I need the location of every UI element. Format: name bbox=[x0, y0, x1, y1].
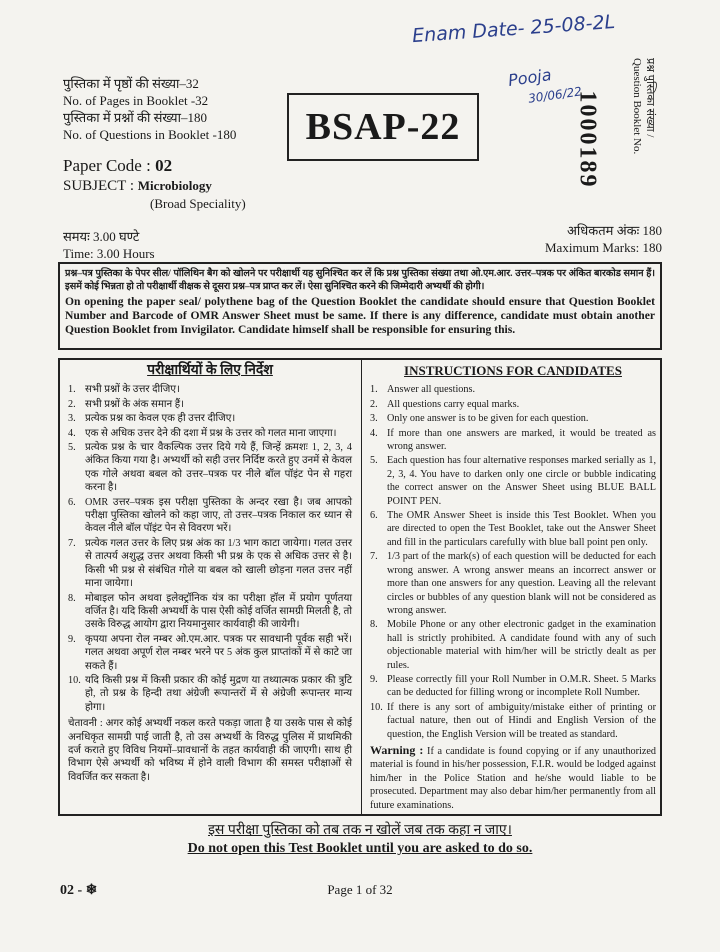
instruction-item bbox=[68, 592, 352, 632]
instruction-item bbox=[68, 537, 352, 591]
english-warning: Warning : If a candidate is found copying or if any unauthorized material is found in his/her possession, F.I.R. would be lodged against him/her in the Police Station and he/she would liable to be prosecuted. Department may also debar him/her permanently from all future examinations. bbox=[370, 742, 656, 811]
time-info bbox=[63, 228, 155, 262]
instruction-text: If more than one answers are marked, it would be treated as wrong answer. bbox=[387, 427, 656, 453]
instruction-number: 5. bbox=[370, 455, 378, 467]
hindi-list bbox=[68, 383, 352, 714]
questions-en: No. of Questions in Booklet -180 bbox=[63, 127, 237, 142]
pages-en: No. of Pages in Booklet -32 bbox=[63, 93, 209, 108]
instruction-text: मोबाइल फोन अथवा इलेक्ट्रॉनिक यंत्र का परीक्षा हॉल में प्रयोग पूर्णतया वर्जित है। यदि किसी अभ्यर्थी के पास ऐसी कोई वर्जित सामग्री मिलती है, तो उसके विरुद्ध आयोग द्वारा नियमानुसार कार्यवाही की जायेगी। bbox=[85, 592, 352, 631]
english-list bbox=[370, 383, 656, 741]
instruction-text: Please correctly fill your Roll Number in O.M.R. Sheet. 5 Marks can be deducted for filling wrong or incomplete Roll Number. bbox=[387, 673, 656, 699]
instruction-text: Only one answer is to be given for each question. bbox=[387, 413, 589, 425]
instruction-number: 8. bbox=[370, 619, 378, 631]
booklet-number-label: प्रश्न पुस्तिका संख्या / Question Booklet No. bbox=[631, 58, 656, 155]
marks-hi: अधिकतम अंकः 180 bbox=[566, 223, 662, 238]
instruction-item bbox=[68, 427, 352, 440]
handwritten-entry-date: Enam Date- 25-08-2L bbox=[411, 10, 616, 48]
instruction-number: 5. bbox=[68, 442, 76, 454]
marks-en: Maximum Marks: 180 bbox=[545, 240, 662, 255]
instruction-text: If there is any sort of ambiguity/mistake either of printing or factual nature, then out of Hindi and English Version of the question, the English Version will be treated as standard. bbox=[387, 701, 656, 740]
instruction-item bbox=[370, 383, 656, 396]
instruction-text: यदि किसी प्रश्न में किसी प्रकार की कोई मुद्रण या तथ्यात्मक प्रकार की त्रुटि हो, तो प्रश्न के हिन्दी तथा अंग्रेजी रूपान्तरों में से अंग्रेजी रूपान्तर मान्य होगा। bbox=[85, 674, 352, 713]
instruction-number: 3. bbox=[68, 413, 76, 425]
instruction-text: एक से अधिक उत्तर देने की दशा में प्रश्न के उत्तर को गलत माना जाएगा। bbox=[85, 427, 337, 439]
handwritten-date: 30/06/22 bbox=[527, 84, 583, 106]
instruction-text: Answer all questions. bbox=[387, 384, 475, 396]
marks-info bbox=[545, 222, 662, 256]
instruction-item bbox=[370, 427, 656, 454]
notice-box bbox=[58, 262, 662, 350]
instruction-item bbox=[68, 398, 352, 411]
instruction-item bbox=[68, 412, 352, 425]
instruction-item bbox=[68, 633, 352, 673]
instruction-item bbox=[370, 673, 656, 700]
english-instructions bbox=[370, 364, 656, 812]
notice-hi: प्रश्न–पत्र पुस्तिका के पेपर सील/ पॉलिथिन बैग को खोलने पर परीक्षार्थी यह सुनिश्चित कर लें कि प्रश्न पुस्तिका संख्या तथा ओ.एम.आर. उत्तर–पत्रक पर अंकित बारकोड समान हैं। इसमें कोई भिन्नता हो तो परीक्षार्थी वीक्षक से दूसरा प्रश्न–पत्र प्राप्त कर लें। ऐसा सुनिश्चित करने की जिम्मेदारी अभ्यर्थी की होगी। bbox=[65, 268, 655, 292]
handwritten-initials: Pooja bbox=[506, 65, 553, 90]
instruction-text: All questions carry equal marks. bbox=[387, 398, 520, 410]
instruction-text: सभी प्रश्नों के अंक समान हैं। bbox=[85, 398, 185, 410]
exam-code: BSAP-22 bbox=[305, 106, 461, 148]
notice-en: On opening the paper seal/ polythene bag of the Question Booklet the candidate should ensure that Question Booklet Number and Barcode of OMR Answer Sheet must be same. If there is any difference, candidate must obtain another Question Booklet from Invigilator. Candidate himself shall be responsible for ensuring this. bbox=[65, 295, 655, 336]
english-heading: INSTRUCTIONS FOR CANDIDATES bbox=[404, 363, 622, 378]
instruction-number: 2. bbox=[68, 398, 76, 410]
instruction-text: प्रत्येक प्रश्न का केवल एक ही उत्तर दीजिए। bbox=[85, 413, 236, 425]
footer-en: Do not open this Test Booklet until you are asked to do so. bbox=[187, 841, 533, 856]
instruction-text: 1/3 part of the mark(s) of each question will be deducted for each wrong answer. A wrong answer means an incorrect answer or more than one answers for any question. Leaving all the relevant circles or bubbles of any question blank will not be considered as wrong answer. bbox=[387, 551, 656, 616]
footer-instruction bbox=[0, 820, 720, 857]
booklet-number-area bbox=[570, 78, 610, 198]
instruction-text: The OMR Answer Sheet is inside this Test Booklet. When you are directed to open the Test Booklet, take out the Answer Sheet and fill in the particulars carefully with blue ball point pen only. bbox=[387, 510, 656, 548]
instruction-text: प्रत्येक गलत उत्तर के लिए प्रश्न अंक का 1/3 भाग काटा जायेगा। गलत उत्तर से तात्पर्य अशुद्ध उत्तर अथवा किसी भी प्रश्न के एक से अधिक उत्तर से है। किसी भी प्रश्न से संबंधित गोले या बबल को खाली छोड़ना गलत उत्तर नहीं माना जायेगा। bbox=[85, 537, 352, 590]
instruction-number: 10. bbox=[370, 701, 383, 713]
instruction-item bbox=[370, 412, 656, 425]
instruction-text: Each question has four alternative responses marked serially as 1, 2, 3, 4. You have to darken only one circle or bubble indicating the correct answer on the Answer Sheet using BLUE BALL POINT PEN. bbox=[387, 455, 656, 507]
instruction-item bbox=[370, 454, 656, 508]
instruction-number: 4. bbox=[370, 427, 378, 439]
instruction-item bbox=[370, 509, 656, 549]
instruction-number: 3. bbox=[370, 413, 378, 425]
subject: SUBJECT : Microbiology bbox=[63, 178, 212, 194]
instruction-number: 6. bbox=[370, 510, 378, 522]
instruction-number: 1. bbox=[370, 384, 378, 396]
instruction-item bbox=[68, 441, 352, 495]
instruction-number: 2. bbox=[370, 398, 378, 410]
instruction-item bbox=[370, 701, 656, 741]
instruction-text: Mobile Phone or any other electronic gadget in the examination hall is strictly prohibited. A candidate found with any of such objectionable material with him/her will be strictly dealt as per rules. bbox=[387, 619, 656, 671]
instruction-item bbox=[68, 674, 352, 714]
instruction-text: सभी प्रश्नों के उत्तर दीजिए। bbox=[85, 384, 180, 396]
instruction-number: 4. bbox=[68, 427, 76, 439]
paper-code-footer: 02 - ❄ bbox=[60, 883, 98, 898]
instruction-number: 1. bbox=[68, 384, 76, 396]
paper-code: Paper Code : 02 bbox=[63, 156, 173, 175]
instruction-text: OMR उत्तर–पत्रक इस परीक्षा पुस्तिका के अन्दर रखा है। जब आपको परीक्षा पुस्तिका खोलने को कहा जाए, तो उत्तर–पत्रक निकाल कर ध्यान से केवल नीले बॉल पॉइंट पेन से विवरण भरें। bbox=[85, 496, 352, 535]
page-number: Page 1 of 32 bbox=[327, 882, 393, 897]
instruction-number: 10. bbox=[68, 674, 81, 686]
instruction-number: 8. bbox=[68, 592, 76, 604]
instruction-text: कृपया अपना रोल नम्बर ओ.एम.आर. पत्रक पर सावधानी पूर्वक सही भरें। गलत अथवा अपूर्ण रोल नम्बर भरने पर 5 अंक कुल प्राप्तांकों में से काटे जा सकते हैं। bbox=[85, 633, 352, 672]
instruction-number: 6. bbox=[68, 496, 76, 508]
instruction-number: 9. bbox=[370, 673, 378, 685]
instruction-item bbox=[370, 398, 656, 411]
subject-sub: (Broad Speciality) bbox=[150, 196, 246, 211]
instruction-item bbox=[370, 550, 656, 617]
pages-hi: पुस्तिका में पृष्ठों की संख्या–32 bbox=[63, 76, 199, 91]
footer-hi: इस परीक्षा पुस्तिका को तब तक न खोलें जब तक कहा न जाए। bbox=[208, 823, 512, 838]
time-hi: समयः 3.00 घण्टे bbox=[63, 229, 140, 244]
instruction-item bbox=[68, 496, 352, 536]
instruction-number: 7. bbox=[68, 537, 76, 549]
instruction-item bbox=[370, 618, 656, 672]
instruction-item bbox=[68, 383, 352, 396]
time-en: Time: 3.00 Hours bbox=[63, 246, 155, 261]
column-divider bbox=[361, 360, 362, 814]
exam-code-box bbox=[287, 93, 479, 161]
hindi-heading: परीक्षार्थियों के लिए निर्देश bbox=[147, 363, 273, 378]
hindi-instructions bbox=[68, 364, 352, 784]
instruction-text: प्रत्येक प्रश्न के चार वैकल्पिक उत्तर दिये गये हैं, जिन्हें क्रमशः 1, 2, 3, 4 अंकित किया गया है। अभ्यर्थी को सही उत्तर निर्दिष्ट करते हुए उनमें से केवल एक गोले अथवा बबल को उत्तर–पत्रक पर नीले बॉल पॉइंट पेन से गहरा करना है। bbox=[85, 442, 352, 494]
booklet-number: 1000189 bbox=[574, 90, 601, 189]
instruction-number: 9. bbox=[68, 633, 76, 645]
hindi-warning: चेतावनी : अगर कोई अभ्यर्थी नकल करते पकड़ा जाता है या उसके पास से कोई अनधिकृत सामग्री पाई जाती है, तो उस अभ्यर्थी के विरुद्ध पुलिस में प्राथमिकी दर्ज कराते हुए विविध नियमों–प्रावधानों के तहत कार्यवाही की जाएगी। साथ ही विभाग ऐसे अभ्यर्थी को भविष्य में होने वाली विभाग की समस्त परीक्षाओं से विवर्जित कर सकता है। bbox=[68, 718, 352, 783]
questions-hi: पुस्तिका में प्रश्नों की संख्या–180 bbox=[63, 110, 207, 125]
header-info bbox=[63, 75, 236, 143]
instructions-box bbox=[58, 358, 662, 816]
instruction-number: 7. bbox=[370, 551, 378, 563]
